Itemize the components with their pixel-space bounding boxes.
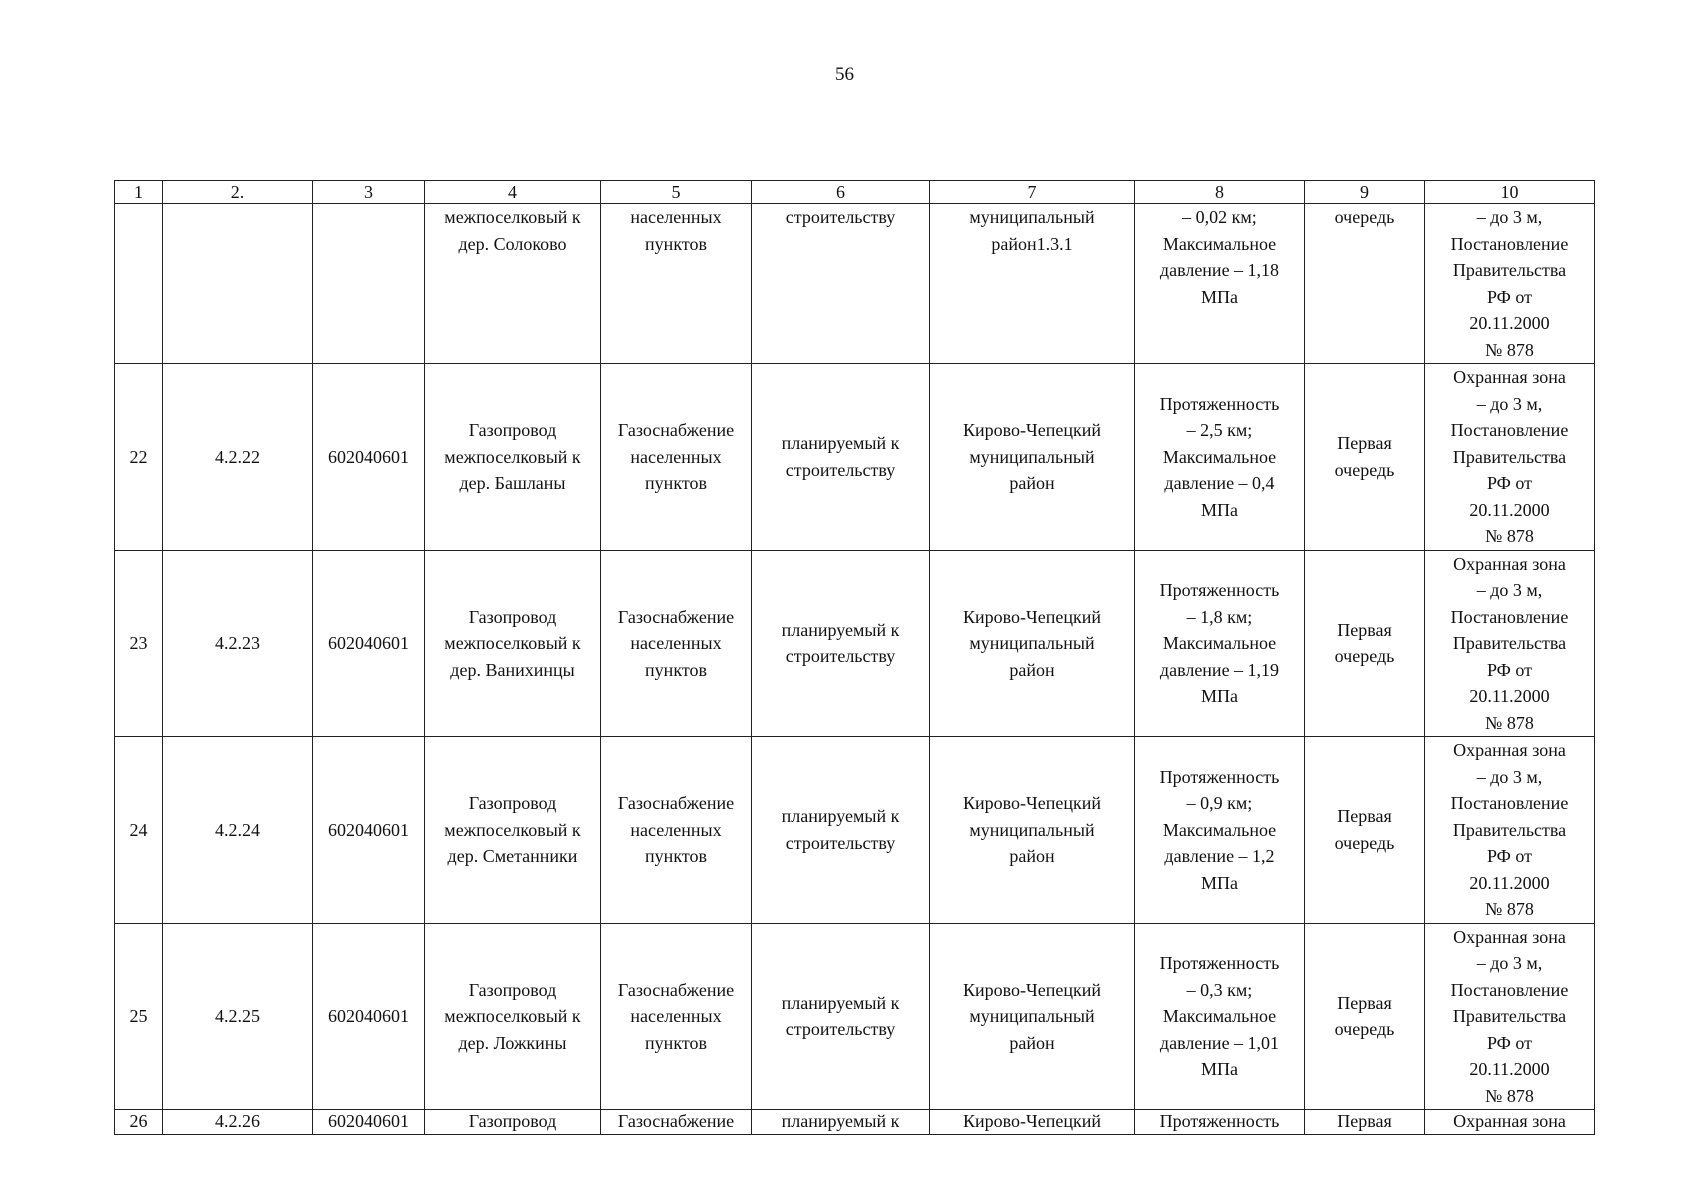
cell-line: давление – 1,19: [1159, 659, 1280, 680]
cell-line: планируемый к: [781, 992, 900, 1013]
cell-line: Первая: [1337, 433, 1392, 454]
cell-line: населенных: [630, 446, 722, 467]
cell-line: Газопровод: [468, 793, 557, 813]
cell-line: – до 3 м,: [1476, 580, 1543, 600]
cell-line: дер. Ванихинцы: [450, 659, 575, 680]
cell-line: дер. Сметанники: [447, 846, 578, 866]
cell-line: – до 3 м,: [1476, 766, 1543, 787]
cell-line: район: [1009, 846, 1055, 866]
cell-num: 25: [115, 923, 163, 1110]
cell-line: РФ от: [1486, 846, 1533, 866]
cell-id: 602040601: [313, 550, 425, 737]
cell-line: 20.11.2000: [1469, 313, 1550, 333]
cell-name: Газопровод: [425, 1110, 601, 1135]
cell-params: [1135, 364, 1305, 551]
cell-params: [1135, 204, 1305, 364]
cell-line: Максимальное: [1162, 819, 1277, 840]
column-header: 1: [115, 181, 163, 204]
cell-id: 602040601: [313, 737, 425, 924]
cell-line: Постановление: [1450, 793, 1569, 813]
cell-line: 20.11.2000: [1469, 499, 1550, 520]
cell-location: [930, 923, 1135, 1110]
cell-location: [930, 204, 1135, 364]
cell-line: населенных: [630, 633, 722, 653]
cell-line: межпоселковый к: [444, 1006, 581, 1026]
cell-line: давление – 0,4: [1164, 473, 1275, 493]
cell-line: № 878: [1485, 339, 1534, 360]
cell-line: очередь: [1334, 832, 1395, 853]
cell-line: Первая: [1337, 619, 1392, 640]
cell-stage: [1305, 923, 1425, 1110]
cell-location: [930, 550, 1135, 737]
cell-line: Максимальное: [1162, 233, 1277, 254]
cell-code: 4.2.23: [163, 550, 313, 737]
cell-line: – 1,8 км;: [1186, 606, 1253, 627]
cell-line: строительству: [785, 459, 896, 480]
cell-stage: [1305, 737, 1425, 924]
cell-stage: [1305, 364, 1425, 551]
cell-line: РФ от: [1486, 473, 1533, 493]
cell-id: [313, 204, 425, 364]
cell-line: муниципальный: [969, 1006, 1095, 1026]
column-header: 10: [1425, 181, 1595, 204]
cell-line: населенных: [630, 1006, 722, 1026]
cell-location: Кирово-Чепецкий: [930, 1110, 1135, 1135]
continued-row: [115, 204, 1595, 364]
cell-line: межпоселковый к: [444, 446, 581, 467]
cell-line: строительству: [785, 832, 896, 853]
cell-line: Газоснабжение: [617, 606, 735, 627]
cell-id: 602040601: [313, 364, 425, 551]
cell-line: район: [1009, 1032, 1055, 1053]
cell-line: Газопровод: [468, 979, 557, 1000]
cell-line: межпоселковый к: [444, 207, 581, 227]
cell-status: [752, 923, 930, 1110]
cell-line: муниципальный: [969, 819, 1095, 840]
cell-line: Первая: [1337, 806, 1392, 827]
cell-line: – 2,5 км;: [1186, 420, 1253, 440]
cell-line: Кирово-Чепецкий: [963, 606, 1101, 627]
cell-line: 20.11.2000: [1469, 872, 1550, 893]
cell-line: МПа: [1201, 686, 1238, 706]
cell-line: Протяженность: [1159, 766, 1280, 787]
cell-line: Охранная зона: [1453, 553, 1566, 574]
cell-line: Кирово-Чепецкий: [963, 793, 1101, 813]
cell-line: Кирово-Чепецкий: [963, 420, 1101, 440]
cell-num: [115, 204, 163, 364]
cell-line: пунктов: [645, 659, 707, 680]
column-header: 8: [1135, 181, 1305, 204]
cell-status: [752, 364, 930, 551]
cell-line: Газоснабжение: [617, 979, 735, 1000]
cell-line: муниципальный: [969, 633, 1095, 653]
table-row: [115, 737, 1595, 924]
cell-line: строительству: [785, 646, 896, 667]
cell-line: Газопровод: [468, 420, 557, 440]
cell-line: населенных: [630, 207, 722, 227]
cell-line: Протяженность: [1159, 953, 1280, 973]
cell-line: № 878: [1485, 1085, 1534, 1106]
cell-line: – до 3 м,: [1476, 207, 1543, 227]
cell-code: 4.2.26: [163, 1110, 313, 1135]
cell-num: 23: [115, 550, 163, 737]
cell-zone: [1425, 923, 1595, 1110]
cell-purpose: [601, 364, 752, 551]
cell-line: № 878: [1485, 526, 1534, 546]
cell-line: Кирово-Чепецкий: [963, 979, 1101, 1000]
table-row: [115, 364, 1595, 551]
cell-code: 4.2.24: [163, 737, 313, 924]
cell-line: МПа: [1201, 499, 1238, 520]
cell-stage: [1305, 550, 1425, 737]
cell-params: Протяженность: [1135, 1110, 1305, 1135]
cell-params: [1135, 923, 1305, 1110]
cell-stage: [1305, 204, 1425, 364]
column-header: 9: [1305, 181, 1425, 204]
cell-params: [1135, 550, 1305, 737]
column-header: 2.: [163, 181, 313, 204]
cell-line: РФ от: [1486, 659, 1533, 680]
table-row: [115, 550, 1595, 737]
cell-line: № 878: [1485, 899, 1534, 919]
cell-line: планируемый к: [781, 619, 900, 640]
cell-location: [930, 364, 1135, 551]
cell-line: Постановление: [1450, 606, 1569, 627]
cell-line: Правительства: [1452, 633, 1567, 653]
cell-line: населенных: [630, 819, 722, 840]
cell-line: 20.11.2000: [1469, 1059, 1550, 1079]
header-row: [115, 181, 1595, 204]
column-header: 3: [313, 181, 425, 204]
cell-code: 4.2.22: [163, 364, 313, 551]
cell-line: пунктов: [645, 473, 707, 493]
cell-num: 22: [115, 364, 163, 551]
cell-zone: [1425, 364, 1595, 551]
cell-zone: Охранная зона: [1425, 1110, 1595, 1135]
cell-line: Протяженность: [1159, 393, 1280, 414]
cell-line: МПа: [1201, 1059, 1238, 1079]
cell-line: межпоселковый к: [444, 819, 581, 840]
cell-line: муниципальный: [969, 446, 1095, 467]
cell-line: дер. Солоково: [458, 233, 567, 254]
cell-line: МПа: [1201, 286, 1238, 307]
cell-line: район1.3.1: [991, 233, 1073, 254]
cell-status: [752, 737, 930, 924]
page-number: 56: [835, 64, 854, 85]
cell-line: Газоснабжение: [617, 793, 735, 813]
cell-line: пунктов: [645, 233, 707, 254]
cell-line: 20.11.2000: [1469, 686, 1550, 706]
cell-line: Постановление: [1450, 233, 1569, 254]
cell-line: давление – 1,2: [1164, 846, 1275, 866]
cell-line: дер. Ложкины: [458, 1032, 567, 1053]
cell-line: Максимальное: [1162, 1006, 1277, 1026]
cell-line: Правительства: [1452, 260, 1567, 280]
cell-line: планируемый к: [781, 433, 900, 454]
cell-line: РФ от: [1486, 286, 1533, 307]
cell-line: – до 3 м,: [1476, 393, 1543, 414]
cell-id: 602040601: [313, 923, 425, 1110]
cell-zone: [1425, 204, 1595, 364]
cell-purpose: [601, 923, 752, 1110]
cell-status: [752, 204, 930, 364]
cell-line: Первая: [1337, 992, 1392, 1013]
table-row-26: [115, 1110, 1595, 1135]
cell-line: планируемый к: [781, 806, 900, 827]
cell-params: [1135, 737, 1305, 924]
cell-line: Охранная зона: [1453, 740, 1566, 760]
cell-line: межпоселковый к: [444, 633, 581, 653]
cell-line: МПа: [1201, 872, 1238, 893]
cell-line: – 0,9 км;: [1186, 793, 1253, 813]
cell-line: Охранная зона: [1453, 367, 1566, 387]
cell-line: строительству: [785, 1019, 896, 1040]
cell-line: пунктов: [645, 1032, 707, 1053]
cell-id: 602040601: [313, 1110, 425, 1135]
cell-zone: [1425, 737, 1595, 924]
cell-num: 26: [115, 1110, 163, 1135]
cell-line: район: [1009, 659, 1055, 680]
cell-line: муниципальный: [969, 207, 1095, 227]
cell-line: – до 3 м,: [1476, 953, 1543, 973]
cell-line: давление – 1,18: [1159, 260, 1280, 280]
cell-name: [425, 550, 601, 737]
cell-status: [752, 550, 930, 737]
cell-num: 24: [115, 737, 163, 924]
column-header: 5: [601, 181, 752, 204]
column-header: 4: [425, 181, 601, 204]
cell-purpose: [601, 737, 752, 924]
cell-line: Охранная зона: [1453, 926, 1566, 947]
cell-line: район: [1009, 473, 1055, 493]
cell-name: [425, 364, 601, 551]
table-row: [115, 923, 1595, 1110]
cell-line: – 0,02 км;: [1182, 207, 1257, 227]
cell-line: пунктов: [645, 846, 707, 866]
cell-purpose: [601, 550, 752, 737]
column-header: 7: [930, 181, 1135, 204]
cell-line: очередь: [1334, 459, 1395, 480]
cell-line: Правительства: [1452, 446, 1567, 467]
cell-status: планируемый к: [752, 1110, 930, 1135]
cell-line: Постановление: [1450, 420, 1569, 440]
cell-line: очередь: [1334, 646, 1395, 667]
cell-name: [425, 204, 601, 364]
cell-line: Газопровод: [468, 606, 557, 627]
cell-line: Газоснабжение: [617, 420, 735, 440]
cell-line: Протяженность: [1159, 580, 1280, 600]
cell-line: строительству: [785, 207, 896, 227]
cell-line: Правительства: [1452, 1006, 1567, 1026]
cell-line: Постановление: [1450, 979, 1569, 1000]
data-table: [114, 180, 1595, 1135]
cell-line: РФ от: [1486, 1032, 1533, 1053]
table-body: [115, 181, 1595, 1110]
cell-line: – 0,3 км;: [1186, 979, 1253, 1000]
cell-code: 4.2.25: [163, 923, 313, 1110]
cell-line: дер. Башланы: [459, 473, 566, 493]
cell-line: № 878: [1485, 712, 1534, 733]
cell-line: Правительства: [1452, 819, 1567, 840]
cell-zone: [1425, 550, 1595, 737]
cell-stage: Первая: [1305, 1110, 1425, 1135]
cell-line: очередь: [1334, 1019, 1395, 1040]
cell-name: [425, 923, 601, 1110]
cell-line: давление – 1,01: [1159, 1032, 1280, 1053]
cell-line: очередь: [1334, 207, 1395, 227]
cell-code: [163, 204, 313, 364]
column-header: 6: [752, 181, 930, 204]
cell-purpose: [601, 204, 752, 364]
cell-name: [425, 737, 601, 924]
cell-purpose: Газоснабжение: [601, 1110, 752, 1135]
cell-location: [930, 737, 1135, 924]
cell-line: Максимальное: [1162, 633, 1277, 653]
cell-line: Максимальное: [1162, 446, 1277, 467]
